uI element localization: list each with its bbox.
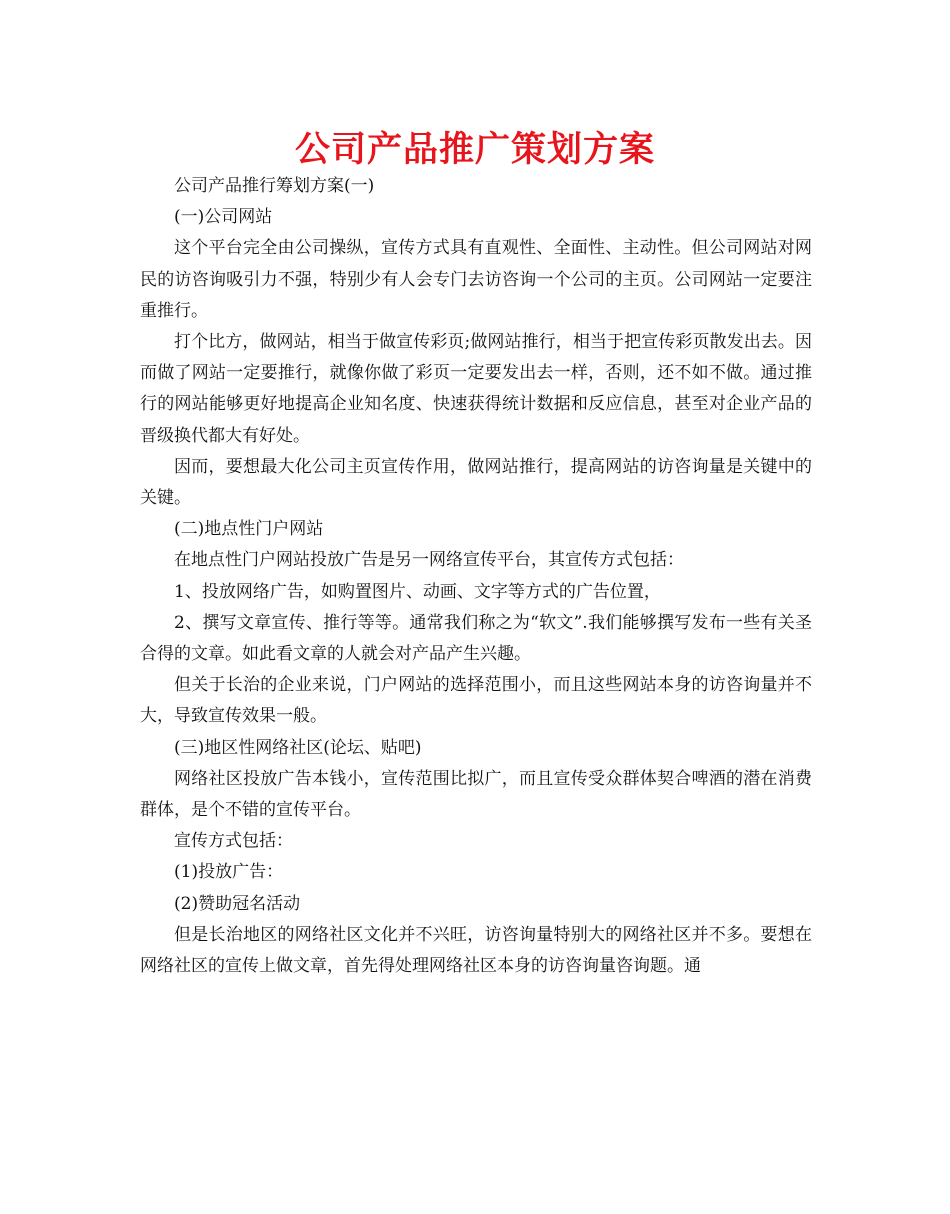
list-item: (2)赞助冠名活动 bbox=[174, 893, 301, 914]
document-body bbox=[140, 171, 812, 982]
paragraph: 这个平台完全由公司操纵，宣传方式具有直观性、全面性、主动性。但公司网站对网民的访咨询吸引力不强，特别少有人会专门去访咨询一个公司的主页。公司网站一定要注重推行。 bbox=[140, 238, 812, 321]
paragraph: 但是长治地区的网络社区文化并不兴旺，访咨询量特别大的网络社区并不多。要想在网络社区的宣传上做文章，首先得处理网络社区本身的访咨询量咨询题。通 bbox=[140, 924, 812, 977]
list-item: 1、投放网络广告，如购置图片、动画、文字等方式的广告位置， bbox=[174, 581, 661, 602]
paragraph: 网络社区投放广告本钱小，宣传范围比拟广，而且宣传受众群体契合啤酒的潜在消费群体，是个不错的宣传平台。 bbox=[140, 768, 812, 821]
section-heading-company-website: (一)公司网站 bbox=[174, 207, 273, 228]
document-title: 公司产品推广策划方案 bbox=[294, 130, 655, 170]
paragraph: 但关于长治的企业来说，门户网站的选择范围小，而且这些网站本身的访咨询量并不大，导致宣传效果一般。 bbox=[140, 675, 812, 727]
paragraph: 因而，要想最大化公司主页宣传作用，做网站推行，提高网站的访咨询量是关键中的关键。 bbox=[140, 456, 812, 509]
paragraph: 打个比方，做网站，相当于做宣传彩页;做网站推行，相当于把宣传彩页散发出去。因而做了网站一定要推行，就像你做了彩页一定要发出去一样，否则，还不如不做。通过推行的网站能够更好地提高企业知名度、快速获得统计数据和反应信息，甚至对企业产品的晋级换代都大有好处。 bbox=[140, 332, 812, 446]
paragraph-plan-heading: 公司产品推行筹划方案(一) bbox=[174, 176, 375, 196]
section-heading-portal-website: (二)地点性门户网站 bbox=[174, 519, 324, 540]
list-item: 2、撰写文章宣传、推行等等。通常我们称之为“软文”.我们能够撰写发布一些有关圣合得的文章。如此看文章的人就会对产品产生兴趣。 bbox=[140, 612, 812, 665]
paragraph: 宣传方式包括： bbox=[174, 831, 293, 852]
list-item: (1)投放广告： bbox=[174, 862, 284, 883]
section-heading-online-community: (三)地区性网络社区(论坛、贴吧) bbox=[174, 737, 422, 758]
paragraph: 在地点性门户网站投放广告是另一网络宣传平台，其宣传方式包括： bbox=[174, 550, 684, 571]
